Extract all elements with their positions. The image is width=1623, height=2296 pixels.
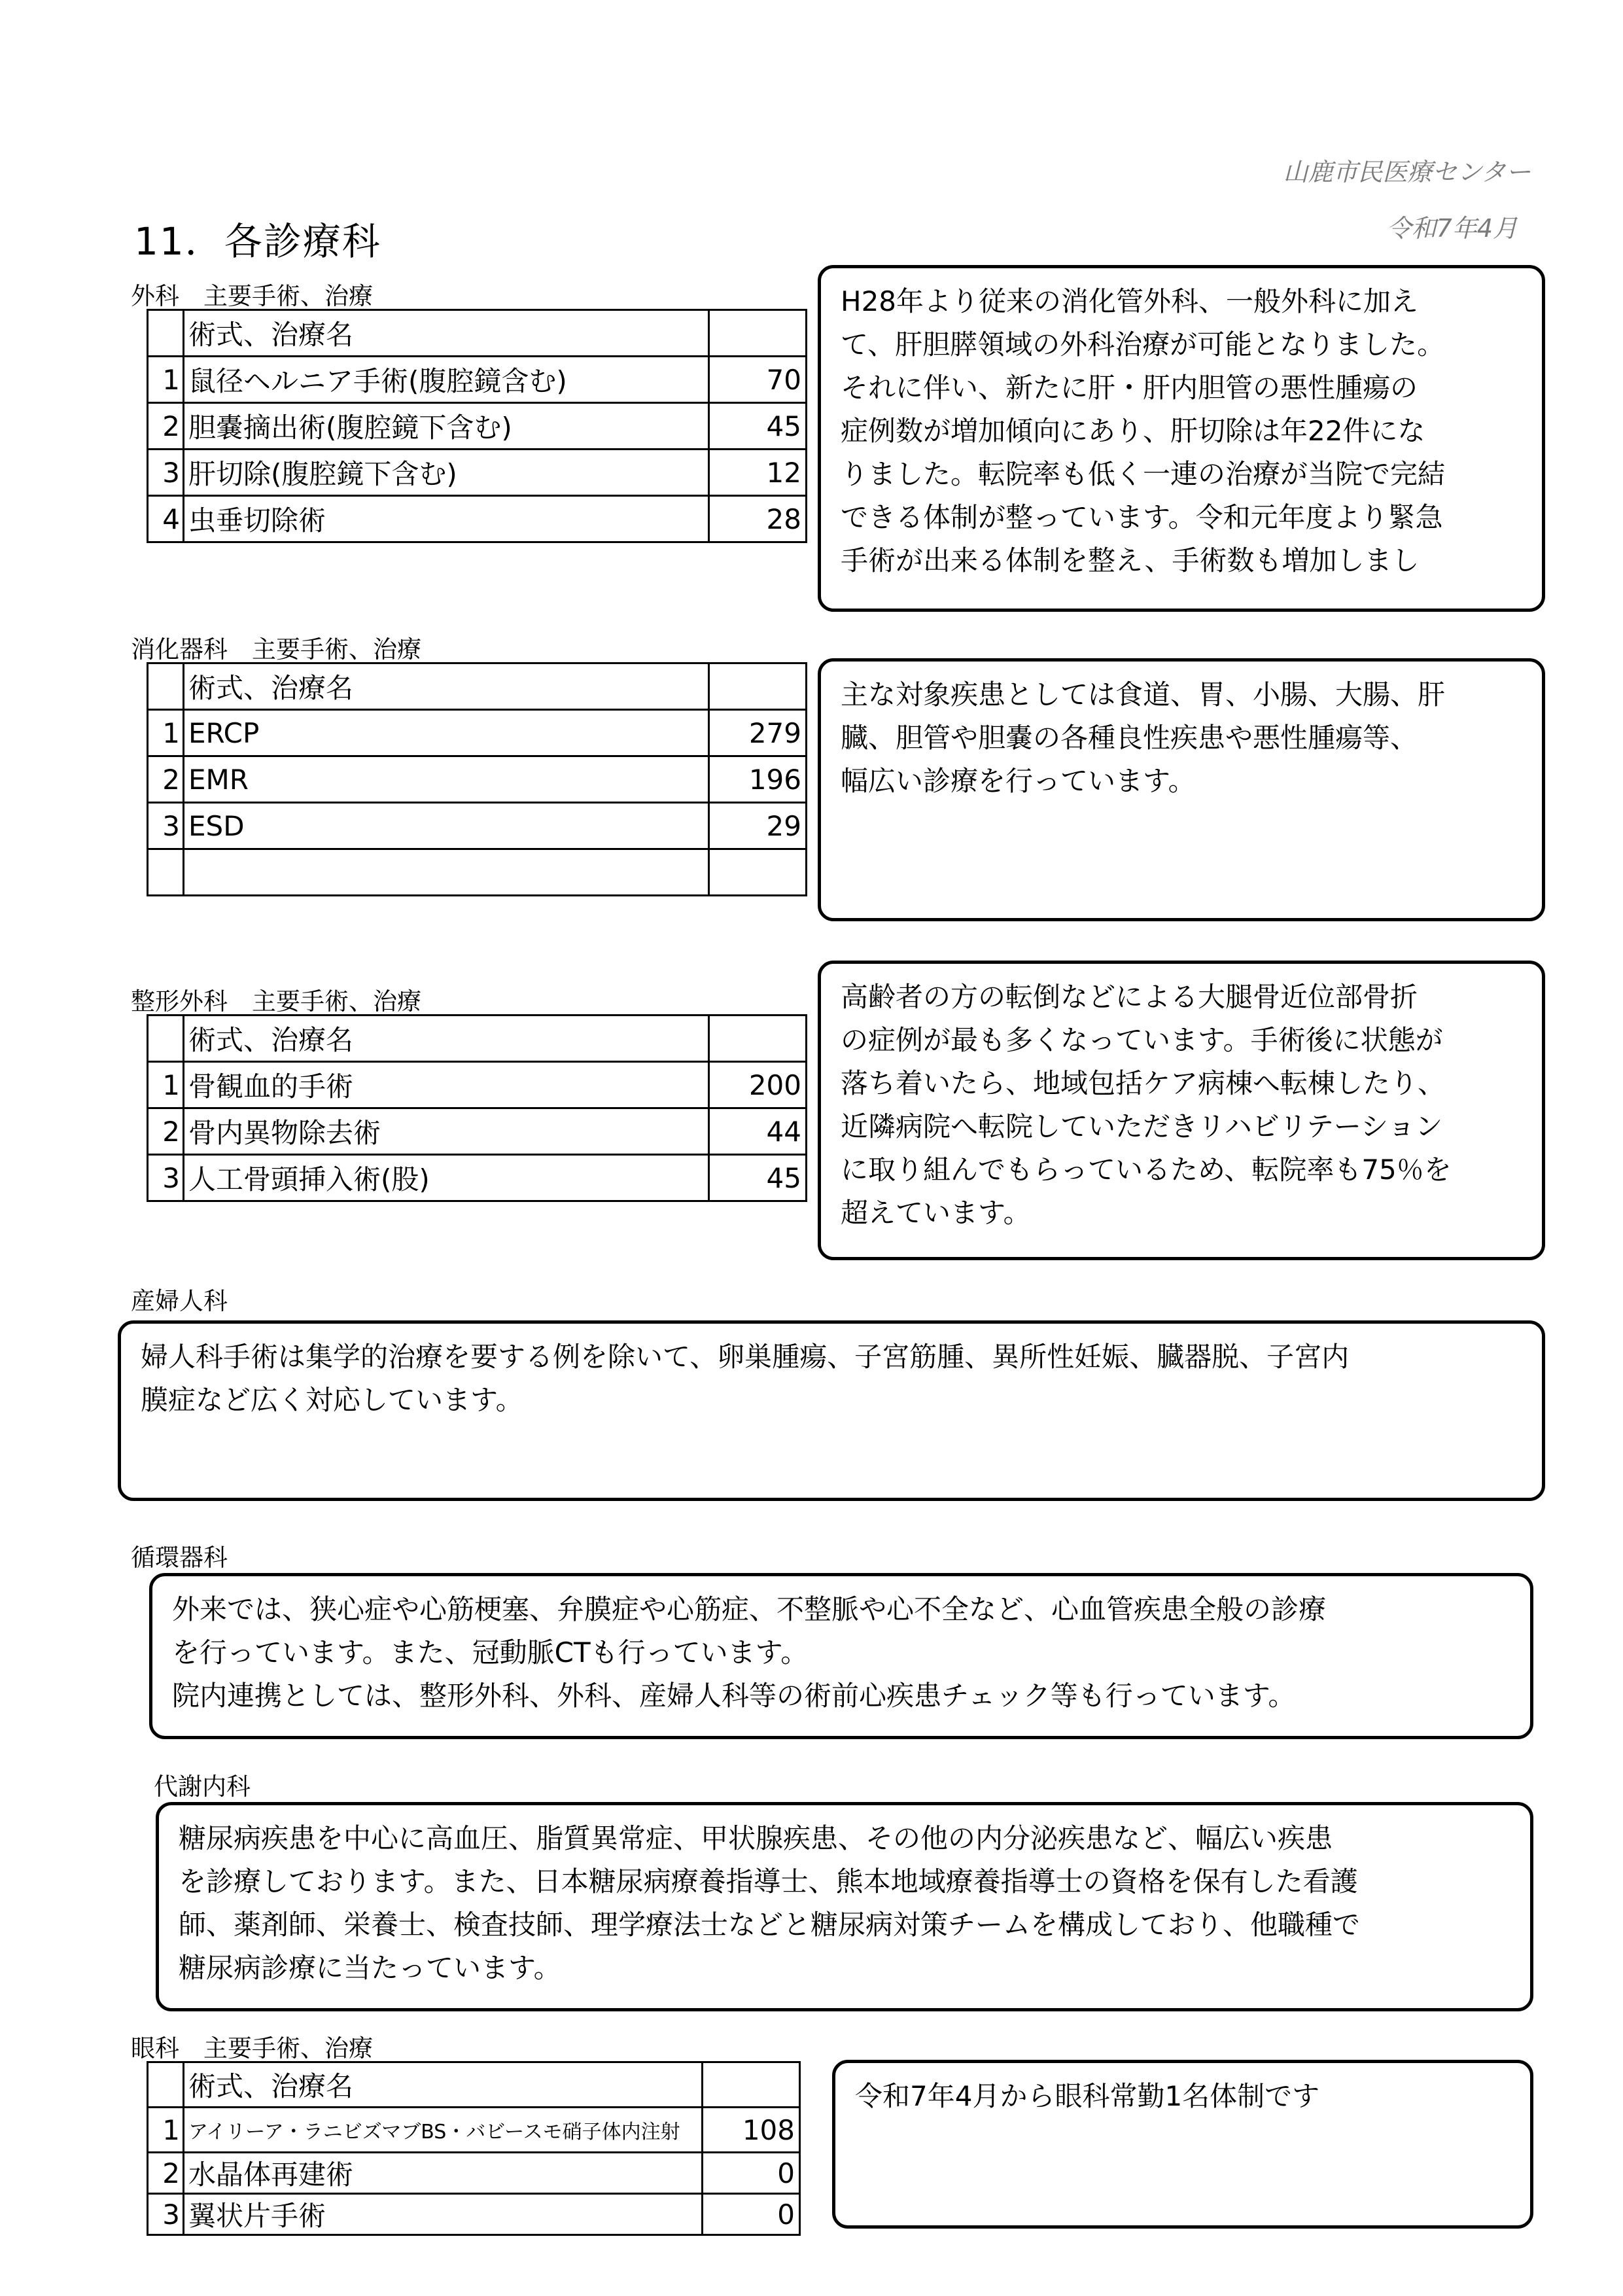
gastro-table bbox=[147, 662, 807, 896]
metabolic-section-label: 代謝内科 bbox=[154, 1773, 251, 1801]
table-row: 3 肝切除(腹腔鏡下含む) 12 bbox=[148, 450, 807, 496]
cardio-section-label: 循環器科 bbox=[131, 1544, 228, 1572]
table-row: 3 翼状片手術 0 bbox=[148, 2194, 800, 2235]
metabolic-note-box: 糖尿病疾患を中心に高血圧、脂質異常症、甲状腺疾患、その他の内分泌疾患など、幅広い疾患 を診療しております。また、日本糖尿病療養指導士、熊本地域療養指導士の資格を保有した看護 師、薬剤師、栄養士、検査技師、理学療法士などと糖尿病対策チームを構成しており、他職種で 糖尿病診療に当たっています。 bbox=[156, 1802, 1533, 2011]
ophthal-section-label: 眼科 主要手術、治療 bbox=[131, 2034, 373, 2062]
surgery-section-label: 外科 主要手術、治療 bbox=[131, 282, 373, 310]
cardio-note-box: 外来では、狭心症や心筋梗塞、弁膜症や心筋症、不整脈や心不全など、心血管疾患全般の診療 を行っています。また、冠動脈CTも行っています。 院内連携としては、整形外科、外科、産婦人科等の術前心疾患チェック等も行っています。 bbox=[149, 1573, 1533, 1739]
ophthal-table bbox=[147, 2061, 801, 2236]
table-header-row bbox=[148, 310, 807, 357]
surgery-table bbox=[147, 309, 807, 543]
ophthal-note-box: 令和7年4月から眼科常勤1名体制です bbox=[832, 2060, 1533, 2229]
table-row: 1 アイリーア・ラニビズマブBS・バビースモ硝子体内注射 108 bbox=[148, 2108, 800, 2153]
table-row: 1 鼠径ヘルニア手術(腹腔鏡含む) 70 bbox=[148, 357, 807, 403]
gastro-section-label: 消化器科 主要手術、治療 bbox=[131, 635, 421, 663]
table-row: 2 胆嚢摘出術(腹腔鏡下含む) 45 bbox=[148, 403, 807, 450]
obgyn-note-box: 婦人科手術は集学的治療を要する例を除いて、卵巣腫瘍、子宮筋腫、異所性妊娠、臓器脱、子宮内 膜症など広く対応しています。 bbox=[118, 1320, 1545, 1501]
table-header-row bbox=[148, 2062, 800, 2108]
ortho-note-box: 高齢者の方の転倒などによる大腿骨近位部骨折 の症例が最も多くなっています。手術後に状態が 落ち着いたら、地域包括ケア病棟へ転棟したり、 近隣病院へ転院していただきリハビリテーション に取り組んでもらっているため、転院率も75％を 超えています。 bbox=[818, 961, 1545, 1260]
gastro-note-box: 主な対象疾患としては食道、胃、小腸、大腸、肝 臓、胆管や胆嚢の各種良性疾患や悪性腫瘍等、 幅広い診療を行っています。 bbox=[818, 658, 1545, 921]
table-row: 4 虫垂切除術 28 bbox=[148, 496, 807, 542]
ortho-table bbox=[147, 1014, 807, 1202]
table-row bbox=[148, 849, 807, 896]
table-header-row bbox=[148, 663, 807, 710]
table-header-name: 術式、治療名 bbox=[184, 310, 709, 357]
table-header-name: 術式、治療名 bbox=[184, 2062, 703, 2108]
table-row: 1 骨観血的手術 200 bbox=[148, 1062, 807, 1108]
ortho-section-label: 整形外科 主要手術、治療 bbox=[131, 987, 421, 1016]
surgery-note-box: H28年より従来の消化管外科、一般外科に加え て、肝胆膵領域の外科治療が可能となりました。 それに伴い、新たに肝・肝内胆管の悪性腫瘍の 症例数が増加傾向にあり、肝切除は年22件にな りました。転院率も低く一連の治療が当院で完結 できる体制が整っています。令和元年度より緊急 手術が出来る体制を整え、手術数も増加しまし bbox=[818, 265, 1545, 612]
table-header-row bbox=[148, 1016, 807, 1062]
table-row: 2 水晶体再建術 0 bbox=[148, 2153, 800, 2194]
table-row: 2 EMR 196 bbox=[148, 756, 807, 803]
organization-name: 山鹿市民医療センター bbox=[1283, 158, 1531, 186]
page-title: 11．各診療科 bbox=[134, 219, 381, 264]
table-header-name: 術式、治療名 bbox=[184, 663, 709, 710]
table-row: 3 ESD 29 bbox=[148, 803, 807, 849]
table-header-name: 術式、治療名 bbox=[184, 1016, 709, 1062]
obgyn-section-label: 産婦人科 bbox=[131, 1287, 228, 1315]
document-date: 令和7年4月 bbox=[1386, 214, 1518, 243]
table-row: 1 ERCP 279 bbox=[148, 710, 807, 756]
table-row: 2 骨内異物除去術 44 bbox=[148, 1108, 807, 1155]
table-row: 3 人工骨頭挿入術(股) 45 bbox=[148, 1155, 807, 1201]
